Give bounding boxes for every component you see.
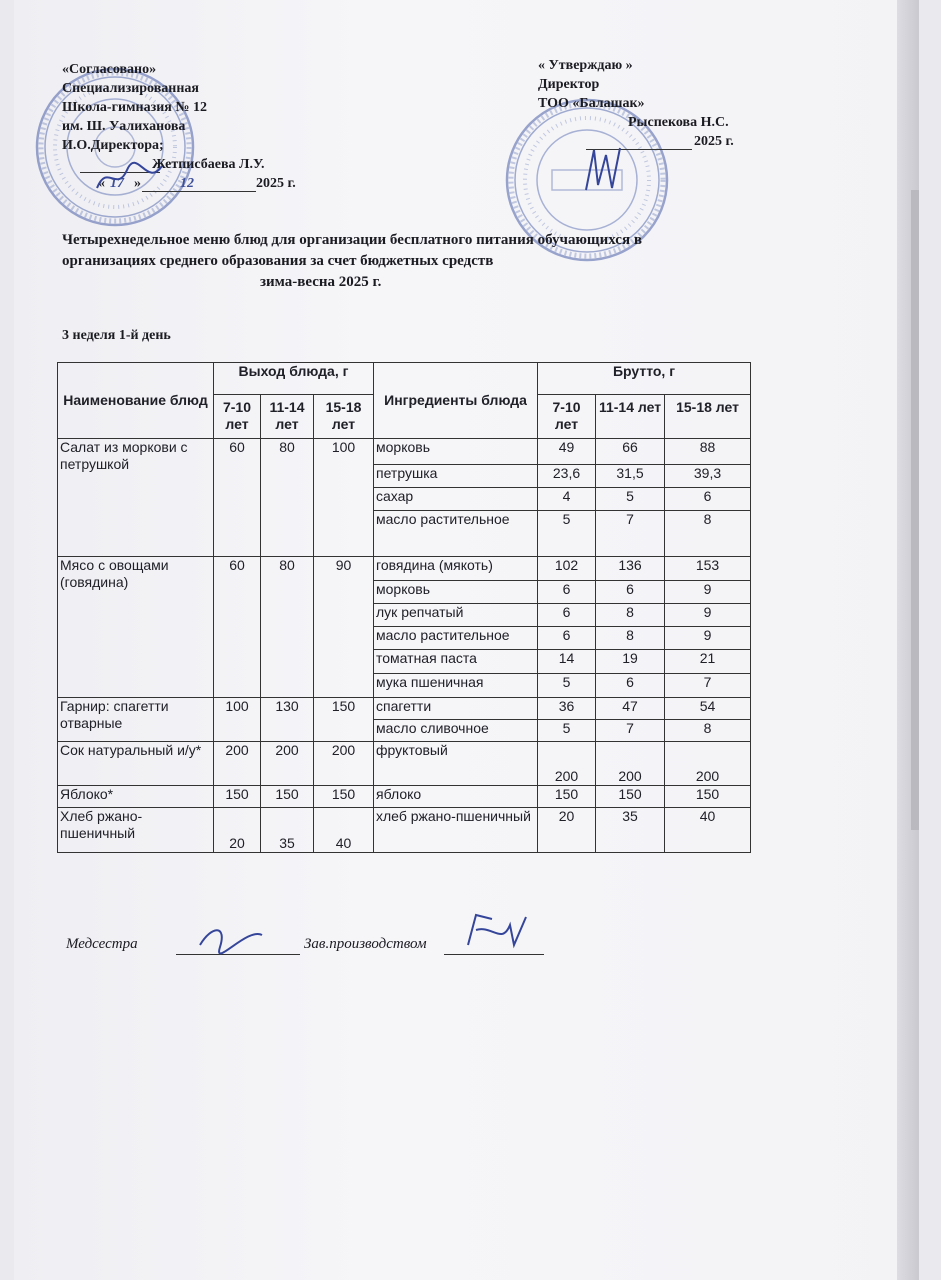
agreed-name: Жетписбаева Л.У. [152, 157, 265, 172]
header-output-age1: 7-10 лет [214, 395, 261, 439]
header-gross-age2: 11-14 лет [596, 395, 665, 439]
dish-output-value: 150 [314, 698, 374, 742]
ingredient-name: масло сливочное [374, 720, 538, 742]
dish-output-value: 100 [314, 439, 374, 557]
ingredient-gross-value: 9 [665, 581, 751, 604]
dish-output-value: 200 [214, 742, 261, 786]
approved-name: Рыспекова Н.С. [628, 115, 729, 130]
production-head-signature [462, 905, 542, 955]
ingredient-gross-value: 6 [538, 581, 596, 604]
ingredient-name: мука пшеничная [374, 674, 538, 698]
dish-name: Мясо с овощами (говядина) [58, 557, 214, 698]
ingredient-gross-value: 136 [596, 557, 665, 581]
dish-output-value: 20 [214, 808, 261, 853]
ingredient-gross-value: 9 [665, 627, 751, 650]
ingredient-gross-value: 20 [538, 808, 596, 853]
ingredient-gross-value: 49 [538, 439, 596, 465]
dish-output-value: 60 [214, 557, 261, 698]
title-line-3: зима-весна 2025 г. [260, 274, 382, 290]
ingredient-gross-value: 6 [665, 488, 751, 511]
title-line-1: Четырехнедельное меню блюд для организации бесплатного питания обучающихся в [62, 232, 642, 248]
agreed-line-4: И.О.Директора; [62, 138, 164, 153]
dish-output-value: 150 [214, 786, 261, 808]
ingredient-name: лук репчатый [374, 604, 538, 627]
dish-name: Гарнир: спагетти отварные [58, 698, 214, 742]
ingredient-gross-value: 4 [538, 488, 596, 511]
dish-output-value: 35 [261, 808, 314, 853]
ingredient-gross-value: 200 [538, 742, 596, 786]
menu-table [57, 362, 751, 853]
ingredient-gross-value: 7 [596, 511, 665, 557]
ingredient-gross-value: 21 [665, 650, 751, 674]
header-output: Выход блюда, г [214, 363, 374, 395]
ingredient-gross-value: 31,5 [596, 465, 665, 488]
agreed-date-day: 17 [110, 176, 124, 191]
ingredient-gross-value: 6 [596, 581, 665, 604]
ingredient-gross-value: 6 [596, 674, 665, 698]
dish-output-value: 200 [314, 742, 374, 786]
ingredient-gross-value: 88 [665, 439, 751, 465]
table-row [58, 786, 751, 808]
director-approval-signature [576, 140, 636, 200]
approved-block [538, 56, 734, 151]
ingredient-name: сахар [374, 488, 538, 511]
ingredient-gross-value: 200 [665, 742, 751, 786]
ingredient-gross-value: 7 [665, 674, 751, 698]
ingredient-gross-value: 102 [538, 557, 596, 581]
agreed-date-year: 2025 г. [256, 176, 296, 191]
ingredient-name: морковь [374, 439, 538, 465]
ingredient-gross-value: 36 [538, 698, 596, 720]
dish-name: Салат из моркови с петрушкой [58, 439, 214, 557]
dish-output-value: 150 [261, 786, 314, 808]
ingredient-gross-value: 7 [596, 720, 665, 742]
table-row [58, 808, 751, 853]
header-gross-age3: 15-18 лет [665, 395, 751, 439]
ingredient-name: морковь [374, 581, 538, 604]
nurse-signature [192, 915, 272, 960]
ingredient-gross-value: 47 [596, 698, 665, 720]
table-row [58, 698, 751, 720]
ingredient-name: масло растительное [374, 511, 538, 557]
dish-name: Яблоко* [58, 786, 214, 808]
ingredient-gross-value: 40 [665, 808, 751, 853]
ingredient-gross-value: 14 [538, 650, 596, 674]
agreed-block: «Согласовано» Специализированная Школа-гимназия № 12 им. Ш. Уалиханова И.О.Директора; Жетписбаева Л.У. « 17 » 12 2025 г. [62, 62, 296, 191]
ingredient-name: спагетти [374, 698, 538, 720]
header-dish: Наименование блюд [58, 363, 214, 439]
ingredient-gross-value: 5 [538, 674, 596, 698]
ingredient-name: говядина (мякоть) [374, 557, 538, 581]
dish-output-value: 80 [261, 439, 314, 557]
ingredient-gross-value: 23,6 [538, 465, 596, 488]
table-row [58, 557, 751, 581]
ingredient-name: фруктовый [374, 742, 538, 786]
dish-output-value: 40 [314, 808, 374, 853]
approved-label: « Утверждаю » [538, 58, 633, 73]
approved-org: ТОО «Балашак» [538, 96, 645, 111]
ingredient-name: масло растительное [374, 627, 538, 650]
ingredient-gross-value: 9 [665, 604, 751, 627]
header-gross: Брутто, г [538, 363, 751, 395]
document-title [62, 230, 642, 293]
ingredient-gross-value: 6 [538, 604, 596, 627]
nurse-label: Медсестра [66, 936, 138, 952]
ingredient-gross-value: 150 [665, 786, 751, 808]
header-gross-age1: 7-10 лет [538, 395, 596, 439]
ingredient-gross-value: 6 [538, 627, 596, 650]
ingredient-gross-value: 8 [665, 720, 751, 742]
dish-output-value: 100 [214, 698, 261, 742]
dish-output-value: 80 [261, 557, 314, 698]
director-signature [92, 158, 172, 198]
header-output-age3: 15-18 лет [314, 395, 374, 439]
ingredient-gross-value: 5 [538, 511, 596, 557]
production-head-label: Зав.производством [304, 936, 427, 952]
dish-output-value: 130 [261, 698, 314, 742]
ingredient-gross-value: 8 [596, 604, 665, 627]
table-row [58, 742, 751, 786]
ingredient-gross-value: 5 [596, 488, 665, 511]
ingredient-gross-value: 66 [596, 439, 665, 465]
header-ingredients: Ингредиенты блюда [374, 363, 538, 439]
header-output-age2: 11-14 лет [261, 395, 314, 439]
dish-name: Хлеб ржано-пшеничный [58, 808, 214, 853]
agreed-label: «Согласовано» [62, 62, 157, 77]
agreed-line-1: Специализированная [62, 81, 199, 96]
table-row [58, 439, 751, 465]
approved-date-year: 2025 г. [694, 134, 734, 149]
ingredient-gross-value: 8 [665, 511, 751, 557]
ingredient-gross-value: 153 [665, 557, 751, 581]
dish-output-value: 90 [314, 557, 374, 698]
dish-output-value: 200 [261, 742, 314, 786]
ingredient-name: яблоко [374, 786, 538, 808]
ingredient-name: томатная паста [374, 650, 538, 674]
page-edge-shadow-dark [911, 190, 919, 830]
ingredient-gross-value: 150 [596, 786, 665, 808]
ingredient-gross-value: 150 [538, 786, 596, 808]
ingredient-gross-value: 54 [665, 698, 751, 720]
week-label: 3 неделя 1-й день [62, 328, 171, 343]
approved-position: Директор [538, 77, 600, 92]
title-line-2: организациях среднего образования за счет бюджетных средств [62, 253, 494, 269]
agreed-line-3: им. Ш. Уалиханова [62, 119, 186, 134]
ingredient-gross-value: 39,3 [665, 465, 751, 488]
dish-output-value: 150 [314, 786, 374, 808]
dish-name: Сок натуральный и/у* [58, 742, 214, 786]
ingredient-gross-value: 5 [538, 720, 596, 742]
ingredient-gross-value: 19 [596, 650, 665, 674]
ingredient-gross-value: 8 [596, 627, 665, 650]
agreed-line-2: Школа-гимназия № 12 [62, 100, 207, 115]
ingredient-gross-value: 200 [596, 742, 665, 786]
ingredient-name: петрушка [374, 465, 538, 488]
ingredient-name: хлеб ржано-пшеничный [374, 808, 538, 853]
dish-output-value: 60 [214, 439, 261, 557]
menu-table-body [58, 439, 751, 853]
ingredient-gross-value: 35 [596, 808, 665, 853]
agreed-date-month: 12 [180, 176, 194, 191]
